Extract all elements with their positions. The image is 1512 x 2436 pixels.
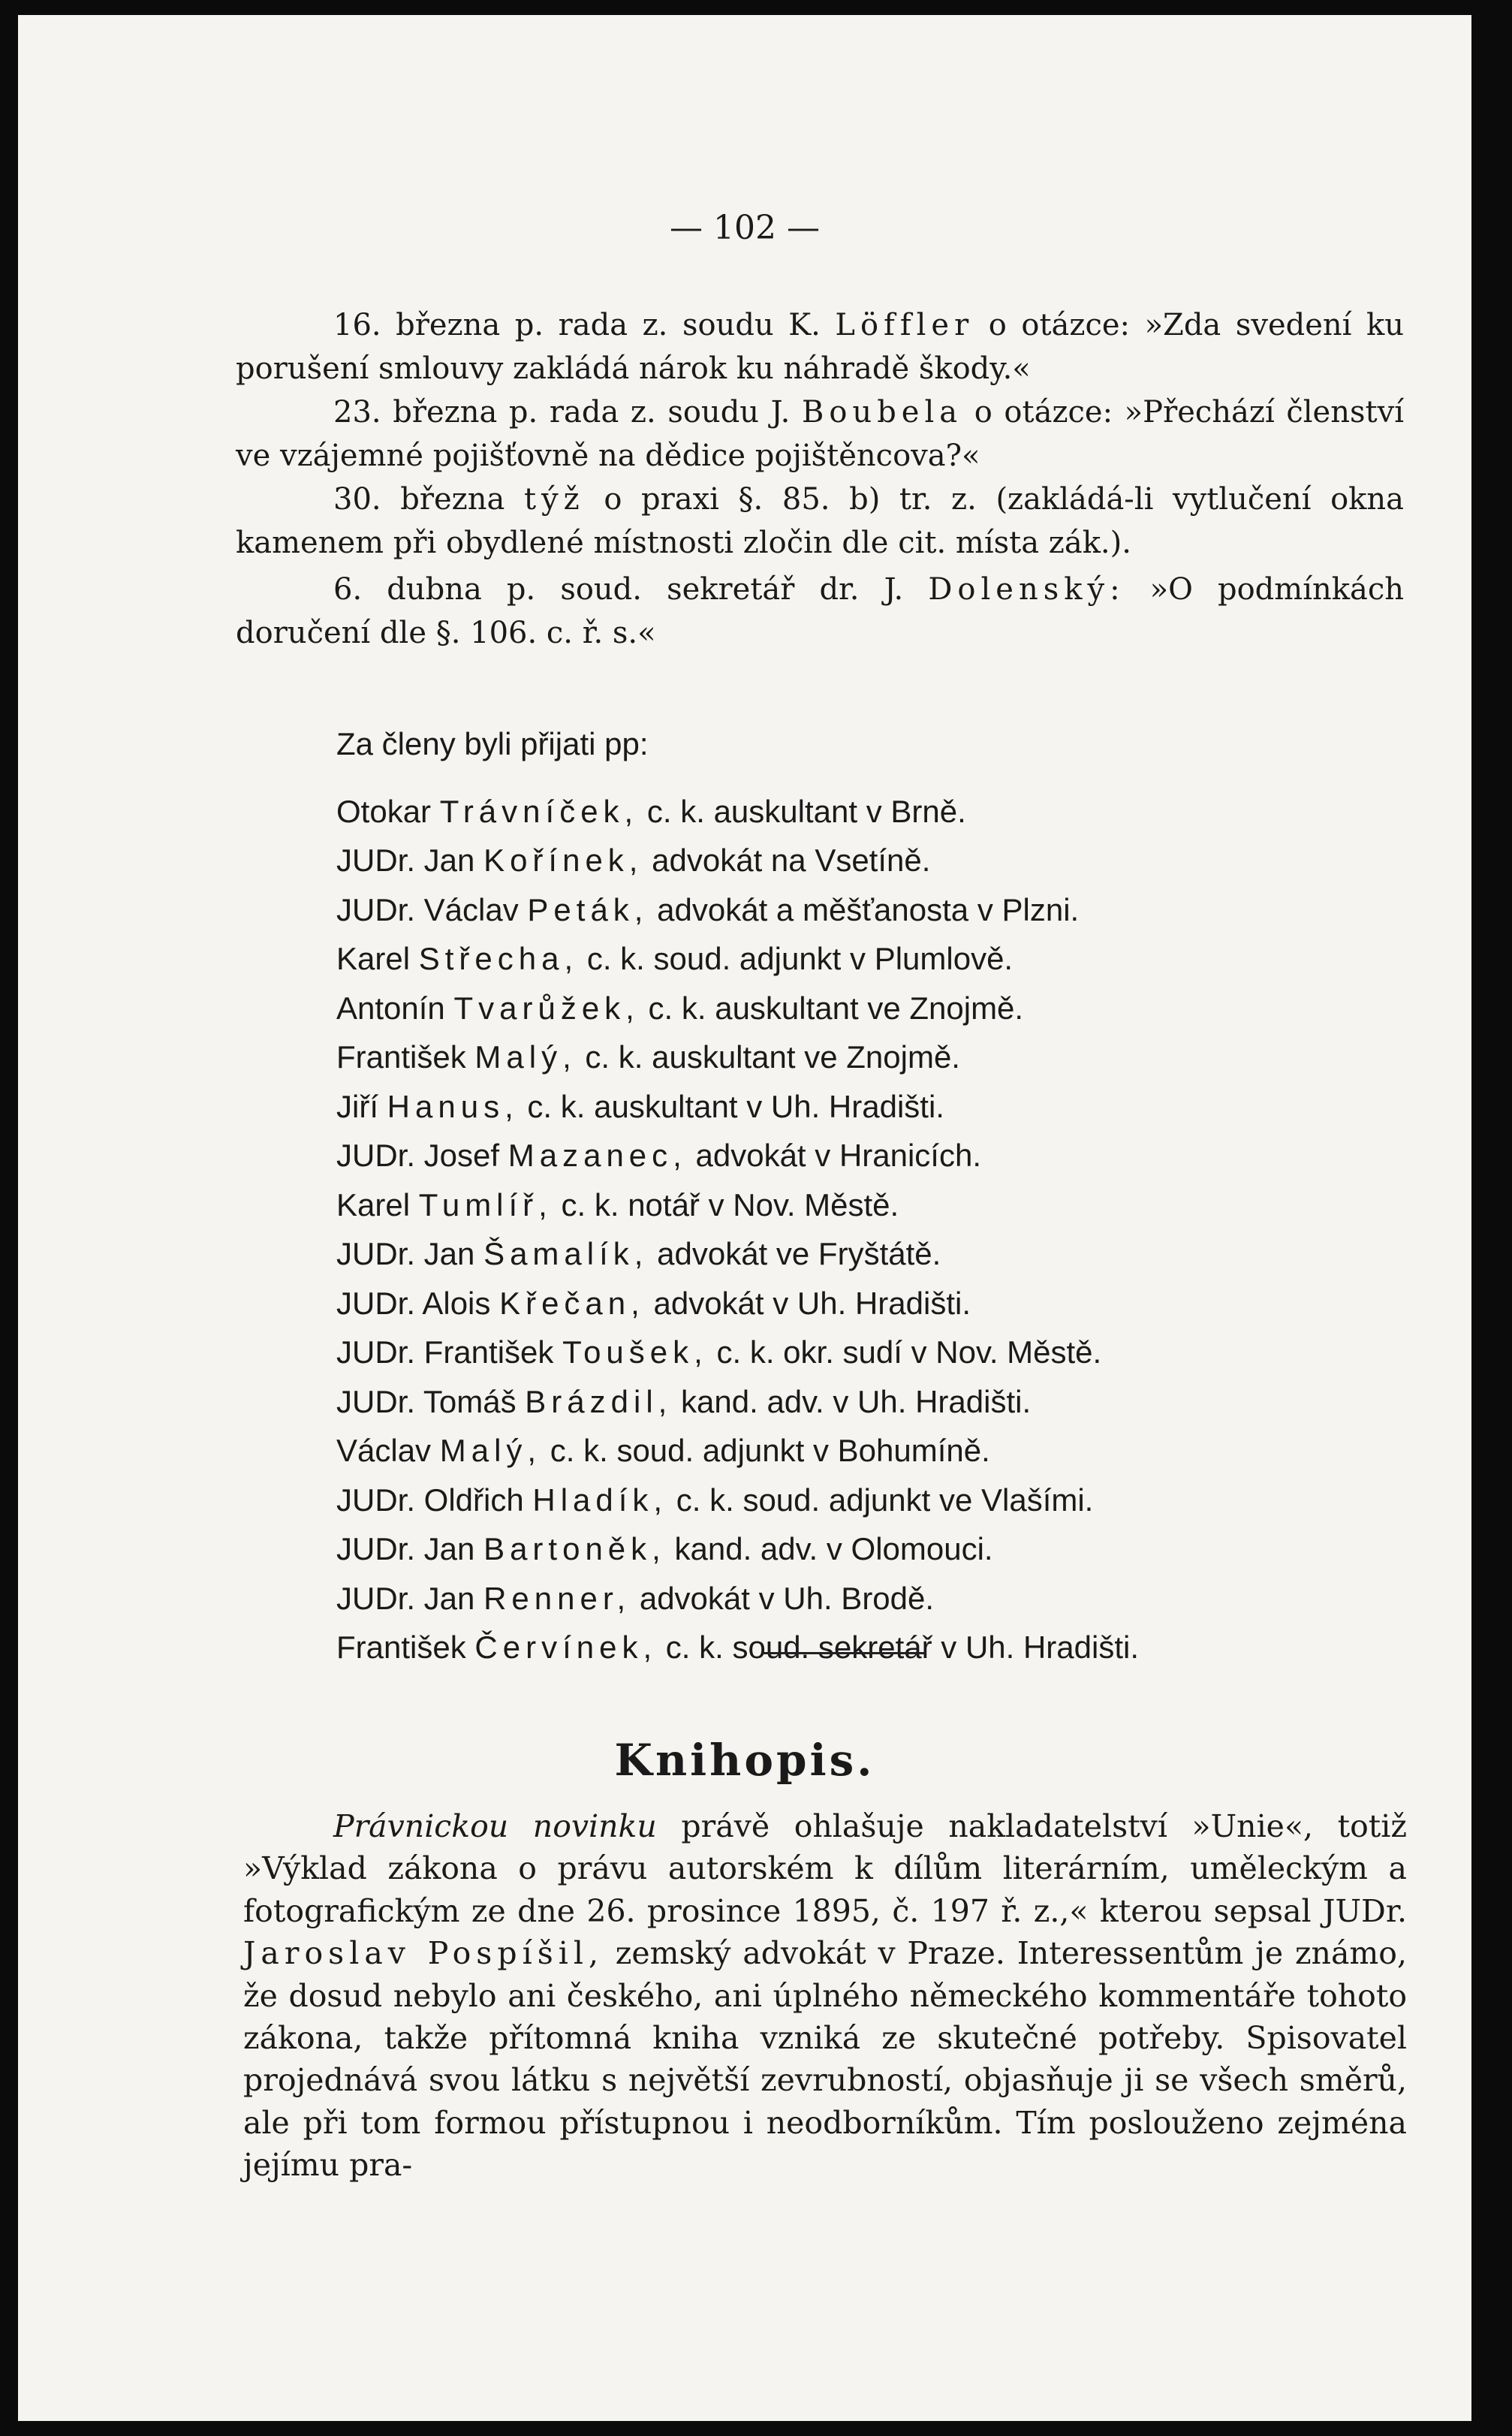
member-line: Otokar Trávníček, c. k. auskultant v Brně.	[336, 793, 966, 829]
member-line: JUDr. Jan Bartoněk, kand. adv. v Olomouci.	[336, 1531, 993, 1566]
entry-text: o otázce: »Přechází členství ve vzájemné pojišťovně na dědice pojištěncova?«	[236, 395, 1404, 473]
author-name: Jaroslav Pospíšil,	[243, 1935, 604, 1972]
member-line: JUDr. Alois Křečan, advokát v Uh. Hradišti.	[336, 1285, 971, 1321]
italic-lead: Právnickou novinku	[333, 1808, 657, 1844]
member-line: Václav Malý, c. k. soud. adjunkt v Bohumíně.	[336, 1433, 990, 1468]
entry-text: o praxi §. 85. b) tr. z. (zakládá-li vytlučení okna kamenem při obydlené místnosti zločin dle cit. místa zák.).	[236, 482, 1405, 560]
entry-text: o otázce: »Zda svedení ku porušení smlouvy zakládá nárok ku náhradě škody.«	[236, 308, 1404, 386]
page-number: — 102 —	[670, 209, 820, 247]
member-line: Karel Střecha, c. k. soud. adjunkt v Plumlově.	[336, 941, 1014, 976]
member-line: JUDr. Václav Peták, advokát a měšťanosta v Plzni.	[336, 891, 1080, 927]
member-line: JUDr. Jan Renner, advokát v Uh. Brodě.	[336, 1580, 935, 1616]
member-line: František Červínek, c. k. soud. sekretář v Uh. Hradišti.	[336, 1630, 1140, 1665]
entry-lead: 30. března	[333, 482, 505, 517]
review-text: zemský advokát v Praze. Interessentům je známo, že dosud nebylo ani českého, ani úplného německého kommentáře tohoto zákona, takže přítomná kniha vzniká ze skutečné potřeby. Spisovatel projednává svou látku s největší zevrubností, objasňuje ji se všech směrů, ale při tom formou přístupnou i neodborníkům. Tím poslouženo zejména jejímu pra-	[243, 1935, 1407, 2184]
speaker-name: týž	[523, 482, 585, 517]
member-line: JUDr. František Toušek, c. k. okr. sudí v Nov. Městě.	[336, 1334, 1102, 1370]
member-line: František Malý, c. k. auskultant ve Znojmě.	[336, 1039, 960, 1075]
member-line: JUDr. Josef Mazanec, advokát v Hranicích.	[336, 1138, 982, 1173]
book-review-paragraph	[243, 1805, 1407, 2187]
lecture-entry-4	[236, 568, 1404, 655]
entry-text: »O podmínkách doručení dle §. 106. c. ř. s.«	[236, 572, 1405, 650]
member-line: Antonín Tvarůžek, c. k. auskultant ve Znojmě.	[336, 990, 1024, 1026]
member-line: Jiří Hanus, c. k. auskultant v Uh. Hradišti.	[336, 1088, 944, 1124]
lecture-entry-2	[236, 390, 1404, 478]
member-line: JUDr. Tomáš Brázdil, kand. adv. v Uh. Hradišti.	[336, 1383, 1032, 1419]
speaker-name: Löffler	[835, 308, 974, 342]
entry-lead: 6. dubna p. soud. sekretář dr. J.	[333, 572, 904, 607]
member-line: JUDr. Jan Kořínek, advokát na Vsetíně.	[336, 843, 931, 878]
new-members-list	[336, 719, 1139, 1672]
lecture-entry-3	[236, 478, 1404, 565]
member-line: JUDr. Jan Šamalík, advokát ve Fryštátě.	[336, 1236, 941, 1271]
speaker-name: Dolenský:	[928, 572, 1125, 607]
entry-lead: 16. března p. rada z. soudu K.	[333, 308, 821, 342]
member-line: JUDr. Oldřich Hladík, c. k. soud. adjunkt ve Vlašími.	[336, 1482, 1094, 1518]
book-page	[18, 15, 1471, 2421]
section-divider	[763, 1652, 926, 1654]
member-line: Karel Tumlíř, c. k. notář v Nov. Městě.	[336, 1186, 899, 1223]
entry-lead: 23. března p. rada z. soudu J.	[333, 395, 791, 430]
section-heading: Knihopis.	[614, 1735, 875, 1786]
speaker-name: Boubela	[801, 395, 963, 430]
lecture-entry-1	[236, 303, 1404, 390]
members-intro: Za členy byli přijati pp:	[336, 726, 649, 761]
review-text: právě ohlašuje nakladatelství »Unie«, totiž »Výklad zákona o právu autorském k dílům literárním, uměleckým a fotografickým ze dne 26. prosince 1895, č. 197 ř. z.,« kterou sepsal JUDr.	[243, 1808, 1407, 1929]
